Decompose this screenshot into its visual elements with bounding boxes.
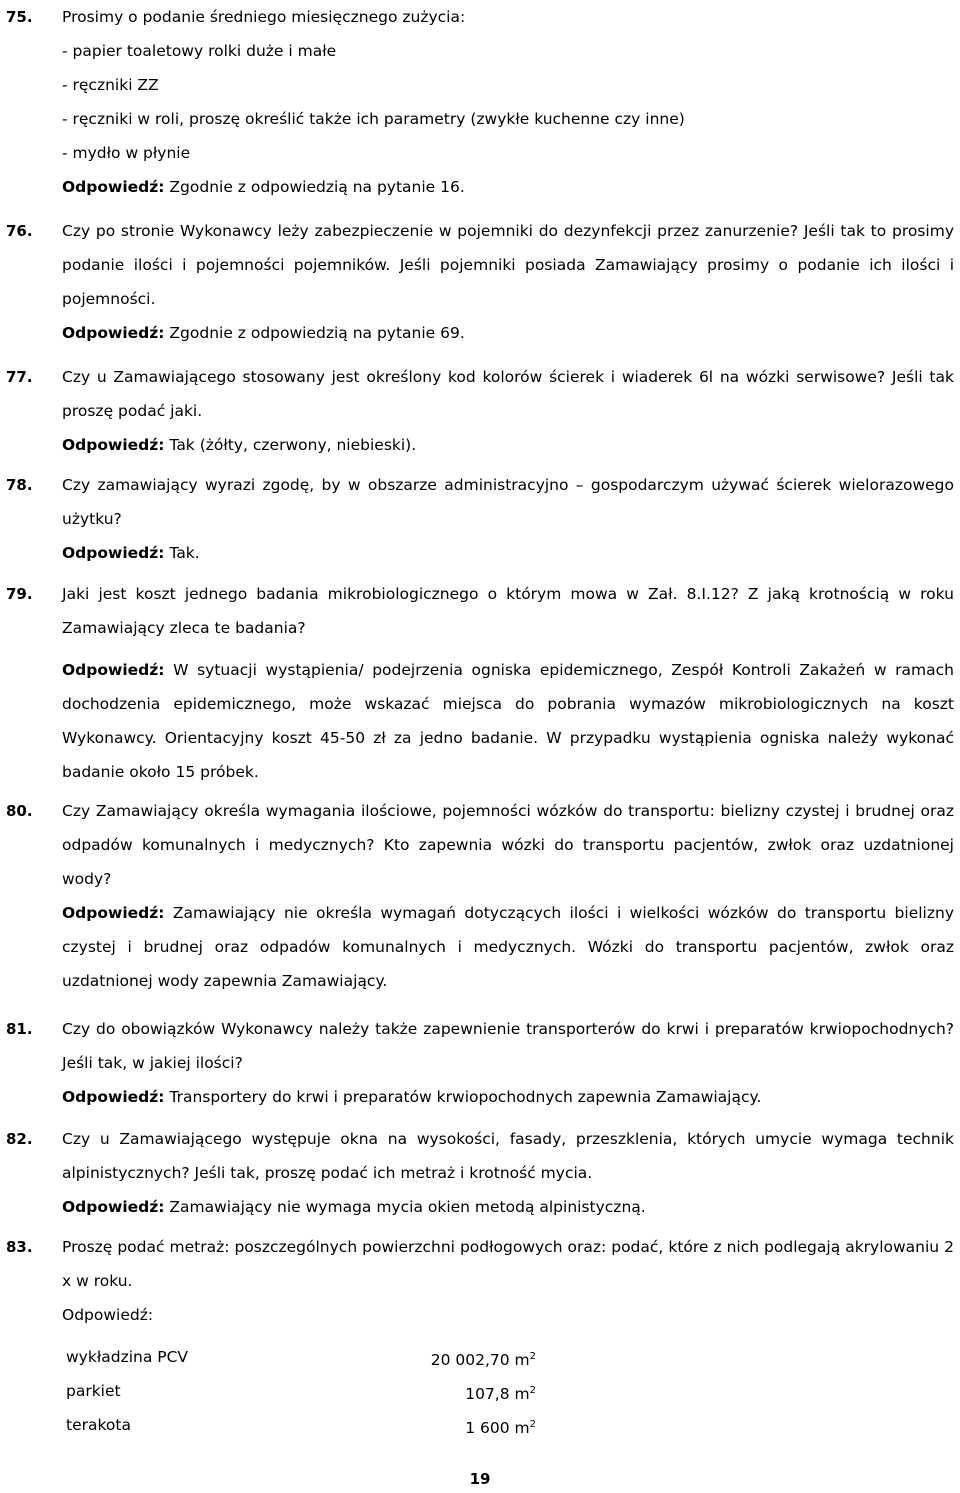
list-item: - mydło w płynie — [62, 144, 191, 162]
question-text: Jaki jest koszt jednego badania mikrobiologicznego o którym mowa w Zał. 8.I.12? Z jaką krotnością w roku Zamawiający zleca te badania? — [62, 585, 954, 637]
answer-label: Odpowiedź: — [62, 661, 165, 679]
answer-text: Tak (żółty, czerwony, niebieski). — [164, 436, 417, 454]
question-number: 82. — [6, 1130, 33, 1148]
answer — [62, 428, 954, 462]
list-item: - papier toaletowy rolki duże i małe — [62, 42, 337, 60]
surface-name: wykładzina PCV — [66, 1348, 189, 1366]
question-text: Czy do obowiązków Wykonawcy należy także zapewnienie transporterów do krwi i preparatów krwiopochodnych? Jeśli tak, w jakiej ilości? — [62, 1020, 954, 1072]
question-body — [62, 1012, 954, 1114]
answer-text: Zamawiający nie określa wymagań dotyczących ilości i wielkości wózków do transportu bielizny czystej i brudnej oraz odpadów komunalnych i medycznych. Wózki do transportu pacjentów, zwłok oraz uzdatnionej wody zapewnia Zamawiający. — [62, 904, 954, 990]
question-body — [62, 1230, 954, 1332]
question-body — [62, 214, 954, 350]
answer — [62, 536, 954, 570]
question-body — [62, 360, 954, 462]
question-body — [62, 794, 954, 998]
answer-label: Odpowiedź: — [62, 1306, 154, 1324]
question-number: 76. — [6, 222, 33, 240]
answer-text: Transportery do krwi i preparatów krwiopochodnych zapewnia Zamawiający. — [164, 1088, 762, 1106]
question-number: 77. — [6, 368, 33, 386]
question-text: Czy po stronie Wykonawcy leży zabezpieczenie w pojemniki do dezynfekcji przez zanurzenie? Jeśli tak to prosimy podanie ilości i pojemności pojemników. Jeśli pojemniki posiada Zamawiający prosimy o podanie ich ilości i pojemności. — [62, 222, 954, 308]
answer — [62, 170, 954, 204]
surface-value: 1 600 $m^2$ — [465, 1419, 536, 1438]
page-number: 19 — [469, 1470, 491, 1488]
question-number: 78. — [6, 476, 33, 494]
question-text: Czy u Zamawiającego stosowany jest określony kod kolorów ścierek i wiaderek 6l na wózki serwisowe? Jeśli tak proszę podać jaki. — [62, 368, 954, 420]
question-text: Czy Zamawiający określa wymagania ilościowe, pojemności wózków do transportu: bielizny czystej i brudnej oraz odpadów komunalnych i medycznych? Kto zapewnia wózki do transportu pacjentów, zwłok oraz uzdatnionej wody? — [62, 802, 954, 888]
question-number: 81. — [6, 1020, 33, 1038]
answer-text: Zamawiający nie wymaga mycia okien metodą alpinistyczną. — [164, 1198, 646, 1216]
question-text: Prosimy o podanie średniego miesięcznego zużycia: — [62, 8, 466, 26]
answer-label: Odpowiedź: — [62, 904, 165, 922]
answer-text: Zgodnie z odpowiedzią na pytanie 16. — [164, 178, 465, 196]
answer-label: Odpowiedź: — [62, 1198, 165, 1216]
surface-value: 107,8 $m^2$ — [465, 1385, 536, 1404]
question-text: Czy u Zamawiającego występuje okna na wysokości, fasady, przeszklenia, których umycie wymaga technik alpinistycznych? Jeśli tak, proszę podać ich metraż i krotność mycia. — [62, 1130, 954, 1182]
question-text: Czy zamawiający wyrazi zgodę, by w obszarze administracyjno – gospodarczym używać ścierek wielorazowego użytku? — [62, 476, 954, 528]
question-body — [62, 577, 954, 789]
question-body — [62, 1122, 954, 1224]
answer — [62, 316, 954, 350]
question-body — [62, 0, 954, 204]
answer — [62, 1080, 954, 1114]
surface-value: 20 002,70 $m^2$ — [430, 1351, 536, 1370]
answer-text: Tak. — [164, 544, 200, 562]
answer — [62, 896, 954, 998]
answer-label: Odpowiedź: — [62, 1088, 165, 1106]
answer-label: Odpowiedź: — [62, 544, 165, 562]
question-number: 83. — [6, 1238, 33, 1256]
list-item — [66, 1374, 536, 1408]
list-item — [66, 1408, 536, 1442]
question-number: 75. — [6, 8, 33, 26]
answer-text: Zgodnie z odpowiedzią na pytanie 69. — [164, 324, 465, 342]
surface-name: terakota — [66, 1416, 131, 1434]
answer — [62, 1190, 954, 1224]
surface-name: parkiet — [66, 1382, 121, 1400]
list-item: - ręczniki ZZ — [62, 76, 159, 94]
question-number: 80. — [6, 802, 33, 820]
list-item — [66, 1340, 536, 1374]
answer-text: W sytuacji wystąpienia/ podejrzenia ogniska epidemicznego, Zespół Kontroli Zakażeń w ramach dochodzenia epidemicznego, może wskazać miejsca do pobrania wymazów mikrobiologicznych na koszt Wykonawcy. Orientacyjny koszt 45-50 zł za jedno badanie. W przypadku wystąpienia ogniska należy wykonać badanie około 15 próbek. — [62, 661, 954, 781]
answer — [62, 653, 954, 789]
answer-label: Odpowiedź: — [62, 178, 165, 196]
list-item: - ręczniki w roli, proszę określić także ich parametry (zwykłe kuchenne czy inne) — [62, 110, 685, 128]
question-number: 79. — [6, 585, 33, 603]
answer-label: Odpowiedź: — [62, 324, 165, 342]
question-body — [62, 468, 954, 570]
question-text: Proszę podać metraż: poszczególnych powierzchni podłogowych oraz: podać, które z nich podlegają akrylowaniu 2 x w roku. — [62, 1238, 954, 1290]
answer-label: Odpowiedź: — [62, 436, 165, 454]
